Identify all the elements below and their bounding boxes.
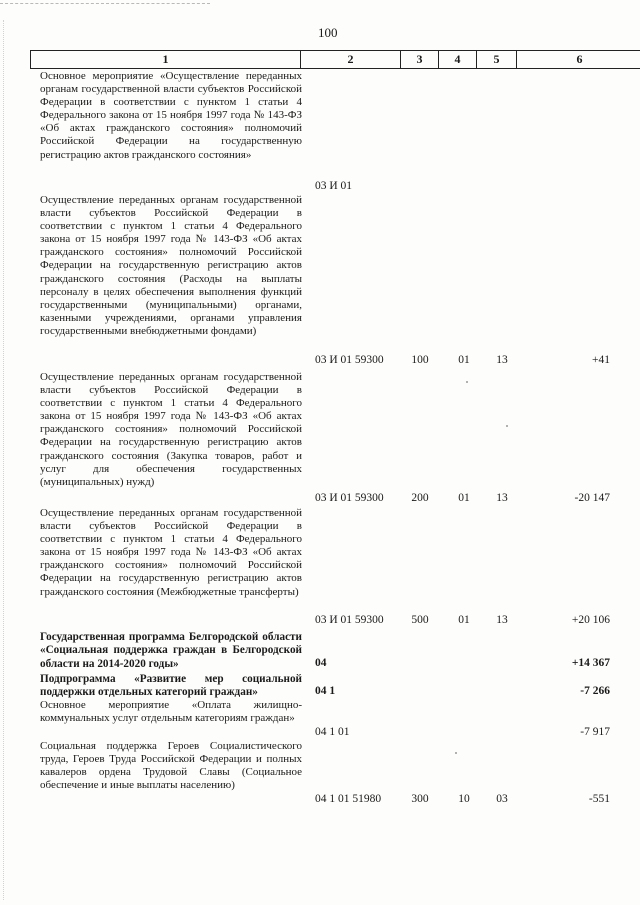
row-subsection: 13 <box>496 354 508 366</box>
row-subsection: 13 <box>496 492 508 504</box>
row-description: Социальная поддержка Героев Социалистического труда, Героев Труда Российской Федерации и полных кавалеров ордена Трудовой Славы (Социальное обеспечение и иные выплаты населению) <box>40 740 302 792</box>
row-code: 03 И 01 59300 <box>315 614 384 626</box>
header-col-5: 5 <box>477 51 517 69</box>
header-col-4: 4 <box>439 51 477 69</box>
table-header <box>30 50 640 69</box>
row-subsection: 13 <box>496 614 508 626</box>
row-description: Подпрограмма «Развитие мер социальной поддержки отдельных категорий граждан» <box>40 673 302 699</box>
header-col-1: 1 <box>31 51 301 69</box>
row-code: 03 И 01 59300 <box>315 492 384 504</box>
row-code: 03 И 01 59300 <box>315 354 384 366</box>
row-section: 01 <box>458 614 470 626</box>
row-section: 01 <box>458 492 470 504</box>
row-description: Осуществление переданных органам государственной власти субъектов Российской Федерации в соответствии с пунктом 1 статьи 4 Федерального закона от 15 ноября 1997 года № 143-ФЗ «Об актах гражданского состояния» полномочий Российской Федерации на государственную регистрацию актов гражданского состояния (Межбюджетные трансферты) <box>40 507 302 598</box>
scan-speck <box>466 381 468 383</box>
row-code: 04 <box>315 657 327 669</box>
row-code: 04 1 <box>315 685 336 697</box>
row-subsection: 03 <box>496 793 508 805</box>
row-amount: +20 106 <box>571 614 610 626</box>
page-number: 100 <box>318 25 338 40</box>
row-description: Основное мероприятие «Осуществление переданных органам государственной власти субъектов Российской Федерации в соответствии с пунктом 1 статьи 4 Федерального закона от 15 ноября 1997 года № 143-ФЗ «Об актах гражданского состояния» полномочий Российской Федерации на государственную регистрацию актов гражданского состояния» <box>40 70 302 161</box>
row-amount: +41 <box>592 354 610 366</box>
row-description: Государственная программа Белгородской области «Социальная поддержка граждан в Белгородской области на 2014-2020 годы» <box>40 631 302 670</box>
row-amount: -551 <box>588 793 610 805</box>
row-amount: -7 917 <box>580 726 610 738</box>
row-code: 04 1 01 51980 <box>315 793 382 805</box>
row-amount: -20 147 <box>574 492 610 504</box>
row-section: 10 <box>458 793 470 805</box>
row-expense-type: 300 <box>411 793 429 805</box>
header-col-3: 3 <box>401 51 439 69</box>
row-expense-type: 200 <box>411 492 429 504</box>
scan-speck <box>506 425 508 427</box>
scan-speck <box>455 752 457 754</box>
row-description: Основное мероприятие «Оплата жилищно-коммунальных услуг отдельным категориям граждан» <box>40 699 302 725</box>
row-code: 04 1 01 <box>315 726 350 738</box>
row-description: Осуществление переданных органам государственной власти субъектов Российской Федерации в соответствии с пунктом 1 статьи 4 Федерального закона от 15 ноября 1997 года № 143-ФЗ «Об актах гражданского состояния» полномочий Российской Федерации на государственную регистрацию актов гражданского состояния (Закупка товаров, работ и услуг для обеспечения государственных (муниципальных) нужд) <box>40 371 302 488</box>
row-expense-type: 100 <box>411 354 429 366</box>
scan-left-edge <box>3 20 4 900</box>
row-amount: -7 266 <box>580 685 610 697</box>
row-description: Осуществление переданных органам государственной власти субъектов Российской Федерации в соответствии с пунктом 1 статьи 4 Федерального закона от 15 ноября 1997 года № 143-ФЗ «Об актах гражданского состояния» полномочий Российской Федерации на государственную регистрацию актов гражданского состояния (Расходы на выплаты персоналу в целях обеспечения выполнения функций государственными (муниципальными) органами, казенными учреждениями, органами управления государственными внебюджетными фондами) <box>40 194 302 337</box>
row-amount: +14 367 <box>571 657 610 669</box>
scan-top-edge <box>0 3 210 4</box>
header-col-6: 6 <box>517 51 640 69</box>
header-col-2: 2 <box>301 51 401 69</box>
row-expense-type: 500 <box>411 614 429 626</box>
row-section: 01 <box>458 354 470 366</box>
row-code: 03 И 01 <box>315 180 353 192</box>
